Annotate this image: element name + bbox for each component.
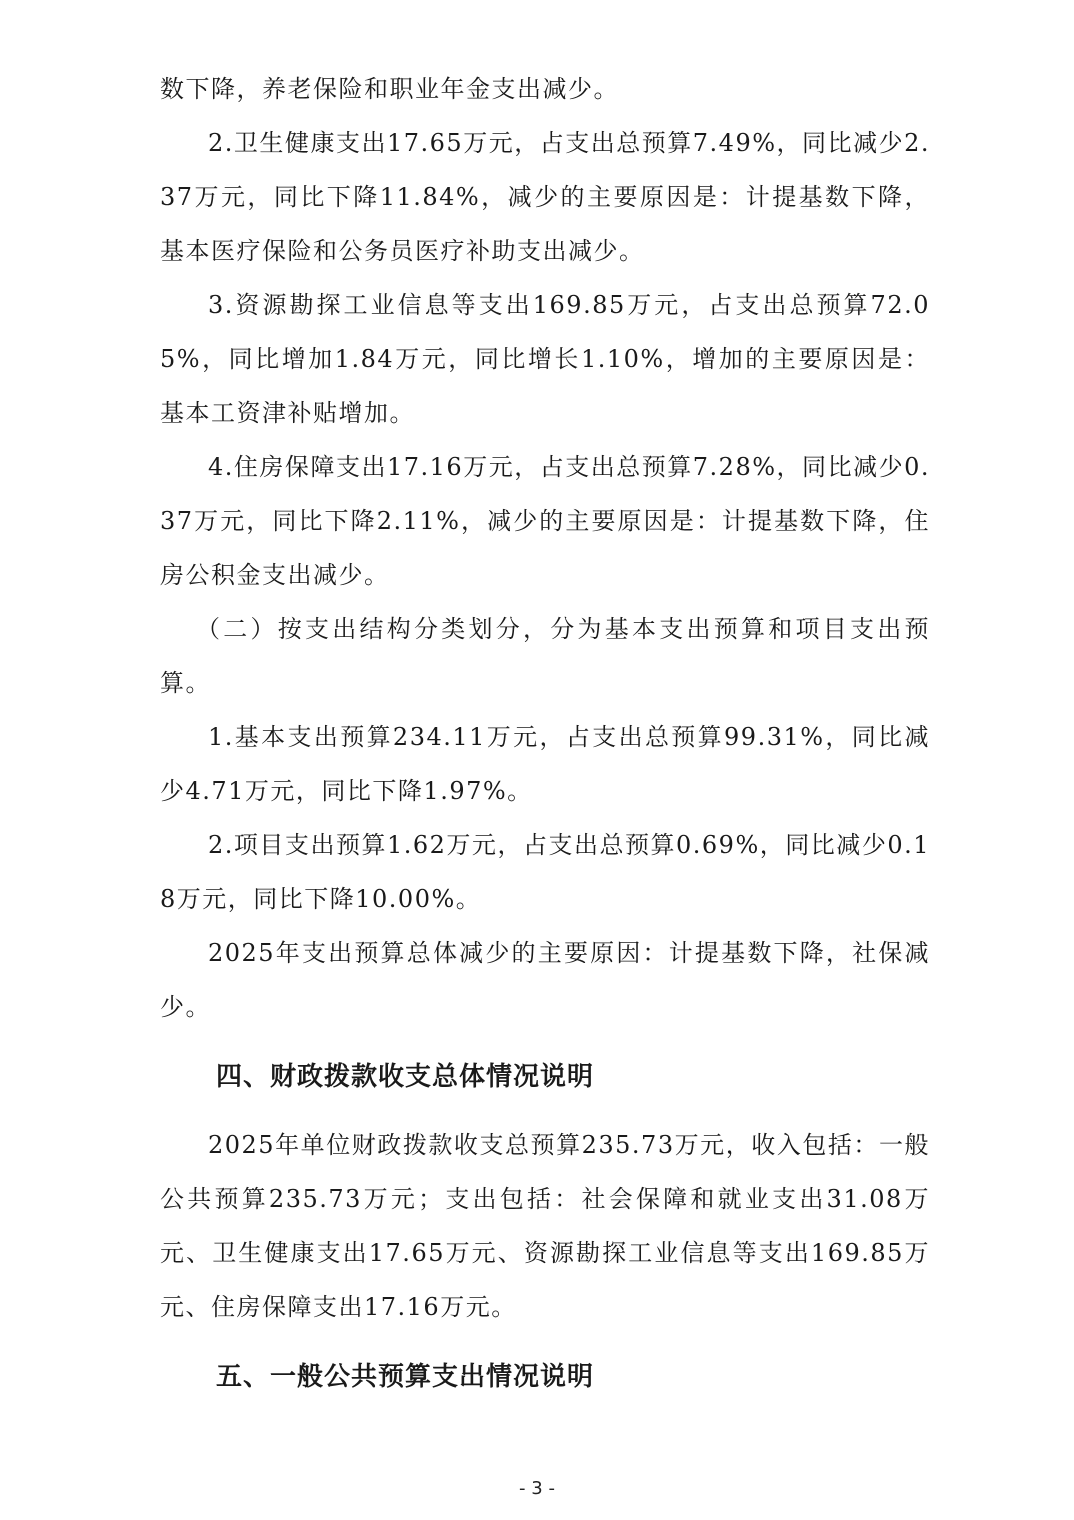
- paragraph-health-expenditure: 2.卫生健康支出17.65万元，占支出总预算7.49%，同比减少2.37万元，同比下降11.84%，减少的主要原因是：计提基数下降，基本医疗保险和公务员医疗补助支出减少。: [160, 129, 930, 265]
- paragraph-structure-classification: （二）按支出结构分类划分，分为基本支出预算和项目支出预算。: [160, 615, 930, 697]
- page-number: - 3 -: [519, 1478, 555, 1499]
- paragraph-housing-expenditure: 4.住房保障支出17.16万元，占支出总预算7.28%，同比减少0.37万元，同比下降2.11%，减少的主要原因是：计提基数下降，住房公积金支出减少。: [160, 453, 930, 589]
- section-heading-four: 四、财政拨款收支总体情况说明: [216, 1062, 595, 1092]
- paragraph-fiscal-overview: 2025年单位财政拨款收支总预算235.73万元，收入包括：一般公共预算235.73万元；支出包括：社会保障和就业支出31.08万元、卫生健康支出17.65万元、资源勘探工业信息等支出169.85万元、住房保障支出17.16万元。: [160, 1131, 930, 1321]
- paragraph-basic-expenditure: 1.基本支出预算234.11万元，占支出总预算99.31%，同比减少4.71万元，同比下降1.97%。: [160, 723, 930, 805]
- paragraph-resource-expenditure: 3.资源勘探工业信息等支出169.85万元，占支出总预算72.05%，同比增加1.84万元，同比增长1.10%，增加的主要原因是：基本工资津补贴增加。: [160, 291, 930, 427]
- paragraph-decrease-reason: 2025年支出预算总体减少的主要原因：计提基数下降，社保减少。: [160, 939, 930, 1021]
- section-heading-five: 五、一般公共预算支出情况说明: [216, 1362, 595, 1392]
- document-body: [160, 62, 930, 1418]
- paragraph-project-expenditure: 2.项目支出预算1.62万元，占支出总预算0.69%，同比减少0.18万元，同比下降10.00%。: [160, 831, 930, 913]
- paragraph-continuation: 数下降，养老保险和职业年金支出减少。: [160, 75, 619, 103]
